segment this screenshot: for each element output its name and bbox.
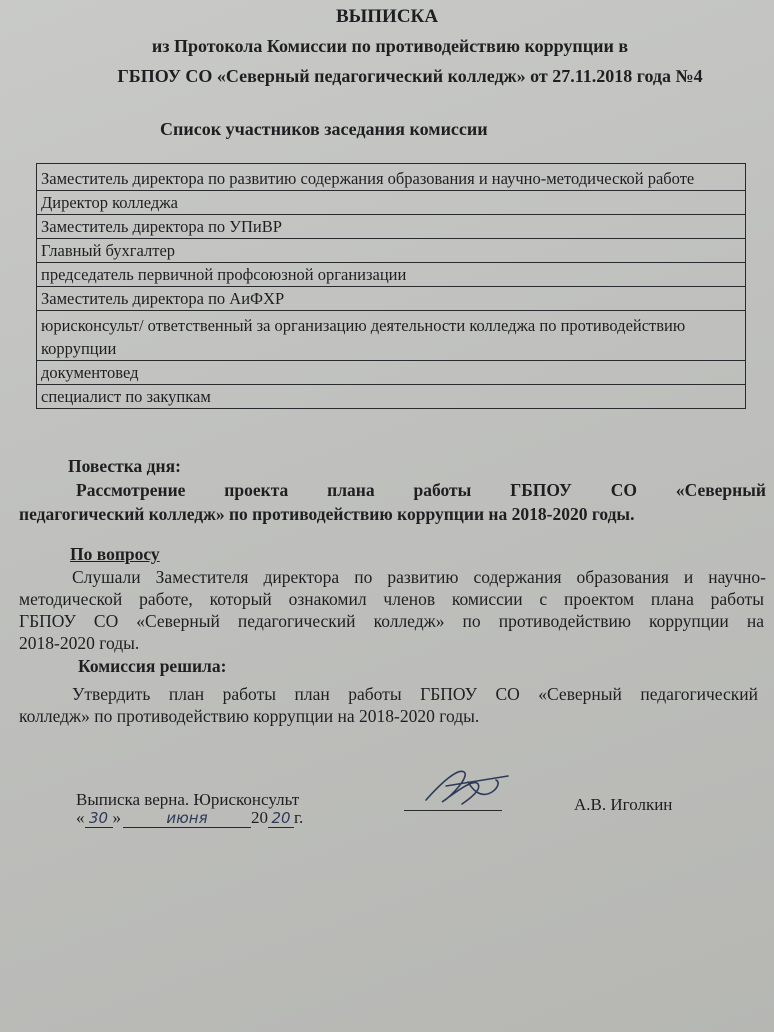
- member-cell: Заместитель директора по развитию содержания образования и научно-методической работе: [37, 164, 746, 191]
- document-title: ВЫПИСКА: [335, 6, 439, 27]
- member-cell: документовед: [37, 361, 746, 385]
- member-cell: юрисконсульт/ ответственный за организацию деятельности колледжа по противодействию коррупции: [37, 311, 746, 361]
- member-cell: Заместитель директора по АиФХР: [37, 287, 746, 311]
- question-text-line1: Слушали Заместителя директора по развитию содержания образования и научно-: [72, 567, 766, 587]
- date-close-quote: »: [112, 808, 121, 827]
- certification-text: Выписка верна. Юрисконсульт: [76, 790, 300, 809]
- agenda-text-line1: Рассмотрение проекта плана работы ГБПОУ СО «Северный: [76, 480, 766, 500]
- date-month: июня: [123, 809, 251, 828]
- date-day: 30: [85, 809, 113, 828]
- member-cell: Заместитель директора по УПиВР: [37, 215, 746, 239]
- table-row: [37, 191, 746, 215]
- table-row: [37, 361, 746, 385]
- date-year-suffix: г.: [294, 808, 304, 827]
- table-row: [37, 263, 746, 287]
- question-heading: По вопросу: [70, 544, 160, 564]
- question-text-line4: 2018-2020 годы.: [19, 633, 140, 653]
- agenda-heading: Повестка дня:: [68, 456, 181, 476]
- member-cell: Главный бухгалтер: [37, 239, 746, 263]
- member-cell: председатель первичной профсоюзной организации: [37, 263, 746, 287]
- member-cell: Директор колледжа: [37, 191, 746, 215]
- table-row: [37, 311, 746, 361]
- table-row: [37, 164, 746, 191]
- table-row: [37, 287, 746, 311]
- date-year-prefix: 20: [251, 808, 268, 827]
- question-text-line2: методической работе, который ознакомил членов комиссии с проектом плана работы: [19, 589, 764, 609]
- document-subtitle-line1: из Протокола Комиссии по противодействию коррупции в: [151, 36, 629, 56]
- table-row: [37, 239, 746, 263]
- document-subtitle-line2: ГБПОУ СО «Северный педагогический колледж» от 27.11.2018 года №4: [117, 66, 703, 86]
- date-open-quote: «: [76, 808, 85, 827]
- agenda-text-line2: педагогический колледж» по противодействию коррупции на 2018-2020 годы.: [19, 504, 635, 524]
- decision-text-line2: колледж» по противодействию коррупции на 2018-2020 годы.: [19, 706, 480, 726]
- decision-text-line1: Утвердить план работы план работы ГБПОУ СО «Северный педагогический: [72, 684, 758, 704]
- question-text-line3: ГБПОУ СО «Северный педагогический колледж» по противодействию коррупции на: [19, 611, 764, 631]
- members-heading: Список участников заседания комиссии: [160, 119, 488, 139]
- signer-name: А.В. Иголкин: [574, 795, 673, 814]
- member-cell: специалист по закупкам: [37, 385, 746, 409]
- table-row: [37, 215, 746, 239]
- members-table: [36, 163, 746, 409]
- date-year: 20: [268, 809, 294, 828]
- signature-line: [404, 810, 502, 811]
- signature-date: [76, 808, 303, 828]
- table-row: [37, 385, 746, 409]
- decision-heading: Комиссия решила:: [78, 656, 227, 676]
